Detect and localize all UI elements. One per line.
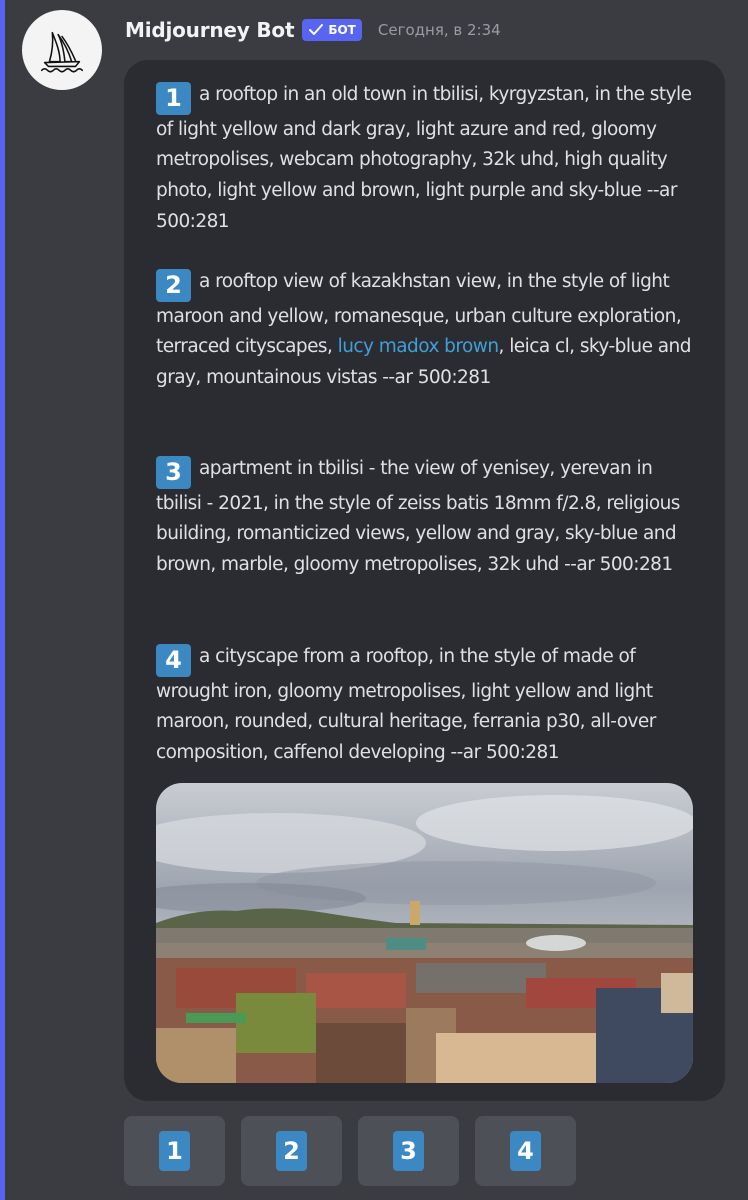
upscale-button-row <box>124 1116 576 1186</box>
mention-highlight-bar <box>0 0 5 1200</box>
prompt-text: a cityscape from a rooftop, in the style of made of wrought iron, gloomy metropolises, light yellow and light maroon, rounded, cultural heritage, ferrania p30, all-over composition, caffenol developing --ar 500:281 <box>156 646 656 763</box>
number-2-badge: 2 <box>276 1131 307 1171</box>
avatar[interactable] <box>22 10 102 90</box>
number-4-badge: 4 <box>510 1131 541 1171</box>
upscale-2-button[interactable] <box>241 1116 342 1186</box>
number-3-badge: 3 <box>156 456 191 489</box>
number-3-badge: 3 <box>393 1131 424 1171</box>
checkmark-icon <box>308 23 324 37</box>
artist-link[interactable]: lucy madox brown <box>337 336 499 358</box>
message-header <box>125 12 501 48</box>
upscale-3-button[interactable] <box>358 1116 459 1186</box>
bot-badge-label: БОТ <box>328 23 356 37</box>
bot-badge <box>302 19 362 41</box>
prompt-text: a rooftop in an old town in tbilisi, kyrgyzstan, in the style of light yellow and dark gray, light azure and red, gloomy metropolises, webcam photography, 32k uhd, high quality photo, light yellow and brown, light purple and sky-blue --ar 500:281 <box>156 84 692 232</box>
generated-image[interactable] <box>156 783 693 1083</box>
sailboat-icon <box>33 21 91 79</box>
prompt-text: a rooftop view of kazakhstan view, in the style of light maroon and yellow, romanesque, urban culture exploration, terraced cityscapes, <box>156 271 682 358</box>
prompt-text: , leica cl, sky-blue and gray, mountainous vistas --ar 500:281 <box>156 336 691 388</box>
number-4-badge: 4 <box>156 644 191 677</box>
upscale-4-button[interactable] <box>475 1116 576 1186</box>
number-1-badge: 1 <box>159 1131 190 1171</box>
timestamp[interactable]: Сегодня, в 2:34 <box>377 21 501 39</box>
upscale-1-button[interactable] <box>124 1116 225 1186</box>
message-embed <box>124 60 725 1101</box>
prompt-text: apartment in tbilisi - the view of yenisey, yerevan in tbilisi - 2021, in the style of zeiss batis 18mm f/2.8, religious building, romanticized views, yellow and gray, sky-blue and brown, marble, gloomy metropolises, 32k uhd --ar 500:281 <box>156 458 680 575</box>
author-name[interactable]: Midjourney Bot <box>125 18 295 42</box>
prompt-3 <box>156 454 696 581</box>
prompt-1 <box>156 80 696 237</box>
prompt-2 <box>156 267 696 394</box>
number-1-badge: 1 <box>156 82 191 115</box>
prompt-4 <box>156 642 696 769</box>
number-2-badge: 2 <box>156 269 191 302</box>
